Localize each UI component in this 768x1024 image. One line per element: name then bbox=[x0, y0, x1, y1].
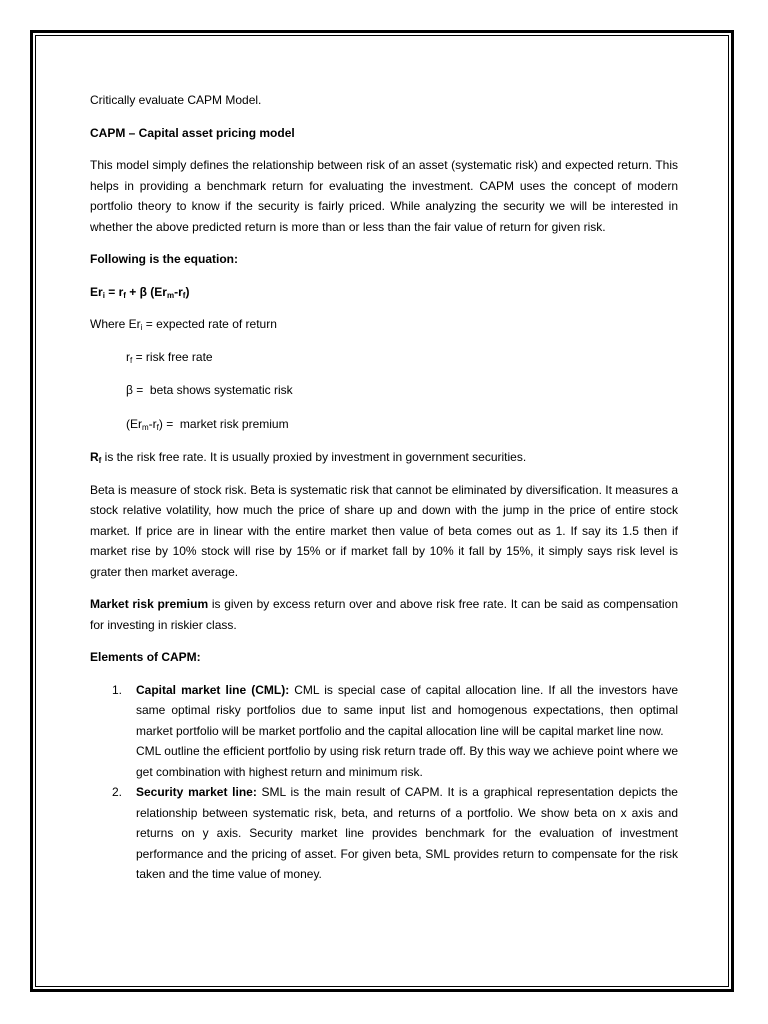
document-subtitle: CAPM – Capital asset pricing model bbox=[90, 125, 295, 140]
capm-equation: $Er_i = r_f + \beta$ $(Er_m-r_f)$ bbox=[90, 284, 190, 300]
where-line: Where $Er_i$ = expected rate of return bbox=[90, 317, 277, 332]
elements-list bbox=[90, 680, 678, 885]
market-premium-paragraph: Market risk premium is given by excess return over and above risk free rate. It can be said as compensation for investing in riskier class. bbox=[90, 597, 678, 632]
def-beta: β = beta shows systematic risk bbox=[126, 383, 293, 397]
cml-extra: CML outline the efficient portfolio by using risk return trade off. By this way we achieve point where we get combination with highest return and minimum risk. bbox=[136, 744, 678, 779]
document-body bbox=[90, 90, 678, 885]
list-item: 1. Capital market line (CML): CML is special case of capital allocation line. If all the investors have same optimal risky portfolios due to same input list and homogenous expectations, then optimal market portfolio will be market portfolio and the capital allocation line will be capital market line now. CML outline the efficient portfolio by using risk return trade off. By this way we achieve point where we get combination with highest return and minimum risk. bbox=[90, 680, 678, 783]
beta-paragraph: Beta is measure of stock risk. Beta is systematic risk that cannot be eliminated by diversification. It measures a stock relative volatility, how much the price of share up and down with the jump in the price of entire stock market. If price are in linear with the entire market then value of beta comes out as 1. If say its 1.5 then if market rise by 10% stock will rise by 15% or if market fall by 10% it fall by 15%, it simply says risk level is grater then market average. bbox=[90, 482, 678, 579]
risk-free-note: $R_f$ is the risk free rate. It is usually proxied by investment in government securities. bbox=[90, 450, 527, 465]
question-heading: Critically evaluate CAPM Model. bbox=[90, 93, 262, 107]
list-item: 2. Security market line: SML is the main result of CAPM. It is a graphical representation depicts the relationship between systematic risk, beta, and returns of a portfolio. We show beta on x axis and returns on y axis. Security market line provides benchmark for the evaluation of investment performance and the pricing of asset. For given beta, SML provides return to compensate for the risk taken and the time value of money. bbox=[112, 785, 678, 881]
elements-heading: Elements of CAPM: bbox=[90, 650, 201, 664]
def-market-premium: $(Er_m-r_f)$ = market risk premium bbox=[126, 416, 289, 432]
intro-paragraph: This model simply defines the relationship between risk of an asset (systematic risk) and expected return. This helps in providing a benchmark return for evaluating the investment. CAPM uses the concept of modern portfolio theory to know if the security is fairly priced. While analyzing the security we will be interested in whether the above predicted return is more than or less than the fair value of return for given risk. bbox=[90, 158, 678, 234]
def-risk-free: $r_f$ = risk free rate bbox=[126, 349, 213, 365]
equation-intro: Following is the equation: bbox=[90, 252, 238, 266]
